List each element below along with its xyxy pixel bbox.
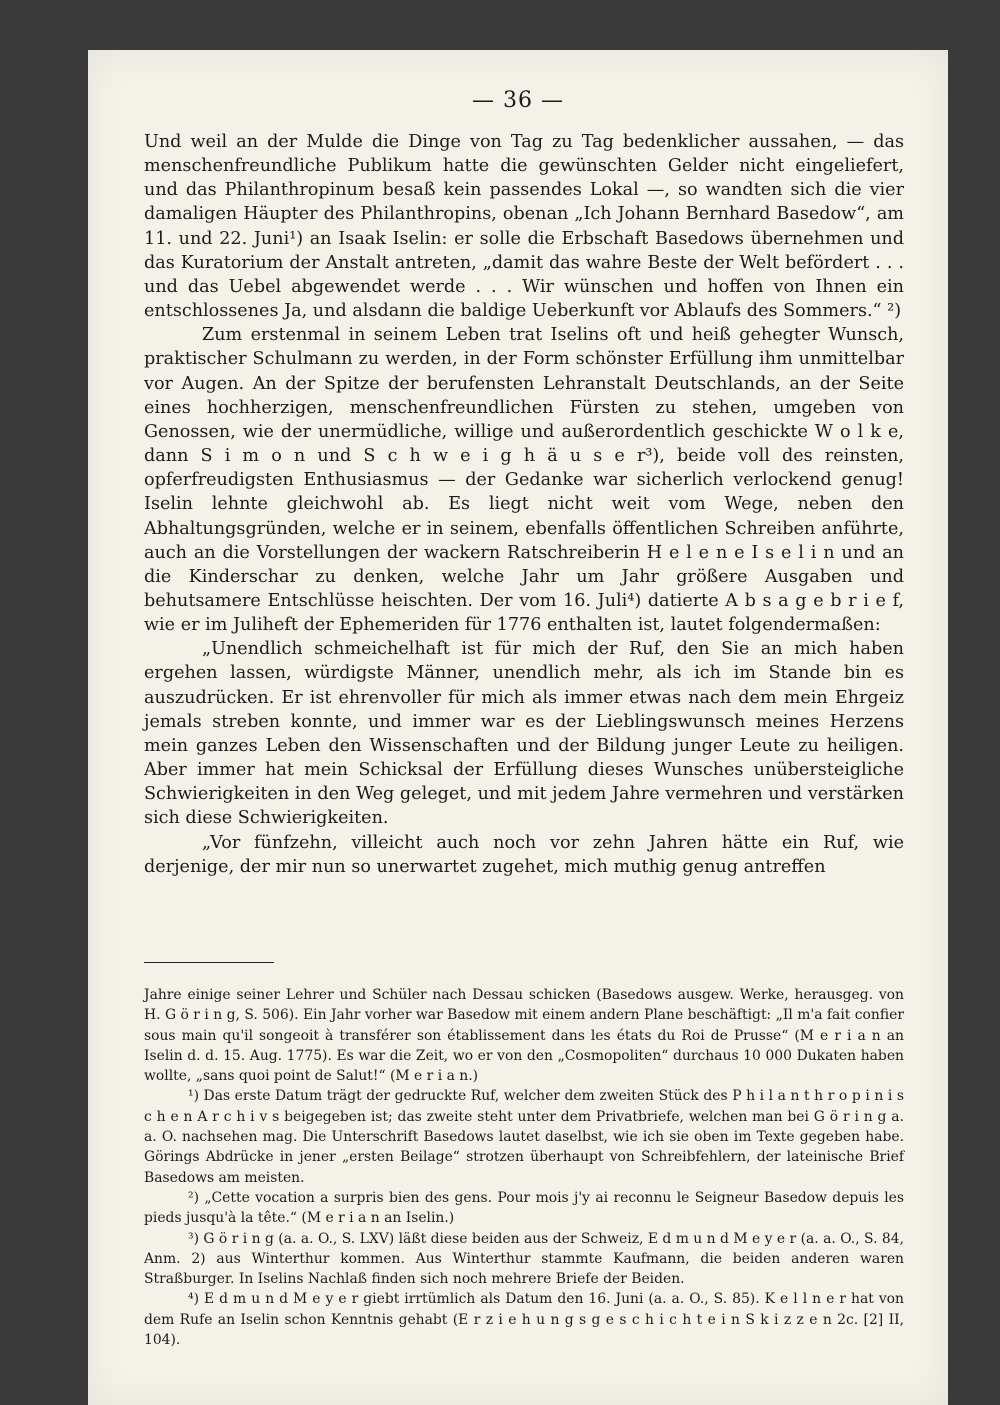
page-number: — 36 — <box>472 88 564 113</box>
book-page <box>88 50 948 1405</box>
footnote-continuation: Jahre einige seiner Lehrer und Schüler nach Dessau schicken (Basedows ausgew. Werke, herausgeg. von H. G ö r i n g, S. 506). Ein Jahr vorher war Basedow mit einem andern Plane beschäftigt: „Il m'a fait confier sous main qu'il songeoit à transférer son établissement dans les états du Roi de Prusse“ (M e r i a n an Iselin d. d. 15. Aug. 1775). Es war die Zeit, wo er von den „Cosmopoliten“ durchaus 10 000 Dukaten haben wollte, „sans quoi point de Salut!“ (M e r i a n.) <box>144 987 904 1085</box>
footnote: ¹) Das erste Datum trägt der gedruckte Ruf, welcher dem zweiten Stück des P h i l a n t h r o p i n i s c h e n A r c h i v s beigegeben ist; das zweite steht unter dem Privatbriefe, welchen man bei G ö r i n g a. a. O. nachsehen mag. Die Unterschrift Basedows lautet daselbst, wie ich sie oben im Texte gegeben habe. Görings Abdrücke in jener „ersten Beilage“ strotzen überhaupt von Schreibfehlern, der lateinische Brief Basedows am meisten. <box>144 1088 904 1186</box>
paragraph: „Unendlich schmeichelhaft ist für mich der Ruf, den Sie an mich haben ergehen lassen, würdigste Männer, unendlich mehr, als ich im Stande bin es auszudrücken. Er ist ehrenvoller für mich als immer etwas nach dem mein Ehrgeiz jemals streben konnte, und immer war es der Lieblingswunsch meines Herzens mein ganzes Leben den Wissenschaften und der Bildung junger Leute zu heiligen. Aber immer hat mein Schicksal der Erfüllung dieses Wunsches unübersteigliche Schwierigkeiten in den Weg geleget, und mit jedem Jahre vermehren und verstärken sich diese Schwierigkeiten. <box>144 639 904 829</box>
footnote-divider <box>144 962 274 963</box>
paragraph: „Vor fünfzehn, villeicht auch noch vor zehn Jahren hätte ein Ruf, wie derjenige, der mir nun so unerwartet zugehet, mich muthig genug antreffen <box>144 832 904 877</box>
footnote: ²) „Cette vocation a surpris bien des gens. Pour mois j'y ai reconnu le Seigneur Basedow depuis les pieds jusqu'à la tête.“ (M e r i a n an Iselin.) <box>144 1189 904 1227</box>
footnote: ⁴) E d m u n d M e y e r giebt irrtümlich als Datum den 16. Juni (a. a. O., S. 85). K e l l n e r hat von dem Rufe an Iselin schon Kenntnis gehabt (E r z i e h u n g s g e s c h i c h t e i n S k i z z e n 2c. [2] II, 104). <box>144 1291 904 1349</box>
paragraph: Zum erstenmal in seinem Leben trat Iselins oft und heiß gehegter Wunsch, praktischer Schulmann zu werden, in der Form schönster Erfüllung ihm unmittelbar vor Augen. An der Spitze der berufensten Lehranstalt Deutschlands, an der Seite eines hochherzigen, menschenfreundlichen Fürsten zu stehen, umgeben von Genossen, wie der unermüdliche, willige und außerordentlich geschickte W o l k e, dann S i m o n und S c h w e i g h ä u s e r³), beide voll des reinsten, opferfreudigsten Enthusiasmus — der Gedanke war sicherlich verlockend genug! Iselin lehnte gleichwohl ab. Es liegt nicht weit vom Wege, neben den Abhaltungsgründen, welche er in seinem, ebenfalls öffentlichen Schreiben anführte, auch an die Vorstellungen der wackern Ratschreiberin H e l e n e I s e l i n und an die Kinderschar zu denken, welche Jahr um Jahr größere Ausgaben und behutsamere Entschlüsse heischten. Der vom 16. Juli⁴) datierte A b s a g e b r i e f, wie er im Juliheft der Ephemeriden für 1776 enthalten ist, lautet folgendermaßen: <box>144 325 904 636</box>
footnotes <box>144 985 904 1350</box>
main-text <box>144 130 904 879</box>
footnote: ³) G ö r i n g (a. a. O., S. LXV) läßt diese beiden aus der Schweiz, E d m u n d M e y e r (a. a. O., S. 84, Anm. 2) aus Winterthur kommen. Aus Winterthur stammte Kaufmann, die beiden anderen waren Straßburger. In Iselins Nachlaß finden sich noch mehrere Briefe der Beiden. <box>144 1230 904 1288</box>
paragraph: Und weil an der Mulde die Dinge von Tag zu Tag bedenklicher aussahen, — das menschenfreundliche Publikum hatte die gewünschten Gelder nicht eingeliefert, und das Philanthropinum besaß kein passendes Lokal —, so wandten sich die vier damaligen Häupter des Philanthropins, obenan „Ich Johann Bernhard Basedow“, am 11. und 22. Juni¹) an Isaak Iselin: er solle die Erbschaft Basedows übernehmen und das Kuratorium der Anstalt antreten, „damit das wahre Beste der Welt befördert . . . und das Uebel abgewendet werde . . . Wir wünschen und hoffen von Ihnen ein entschlossenes Ja, und alsdann die baldige Ueberkunft vor Ablaufs des Sommers.“ ²) <box>144 132 904 322</box>
